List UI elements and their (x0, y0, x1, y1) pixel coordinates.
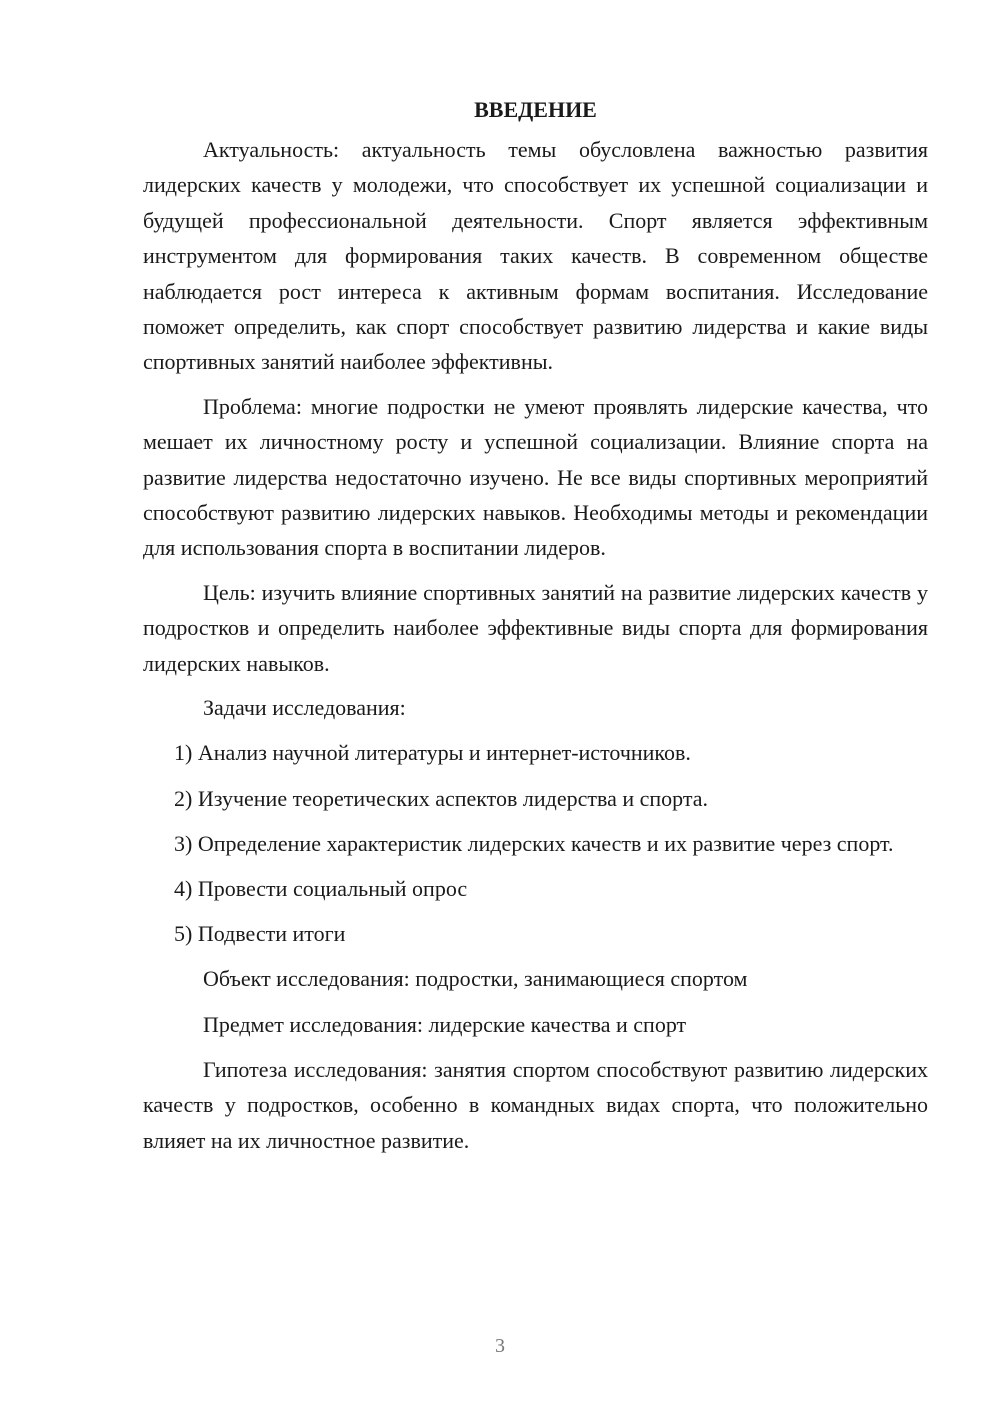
subject-line: Предмет исследования: лидерские качества и спорт (203, 1011, 687, 1037)
task-item: 3) Определение характеристик лидерских качеств и их развитие через спорт. (174, 830, 894, 856)
hypothesis-paragraph: Гипотеза исследования: занятия спортом способствуют развитию лидерских качеств у подростков, особенно в командных видах спорта, что положительно влияет на их личностное развитие. (143, 1056, 928, 1153)
goal-paragraph: Цель: изучить влияние спортивных занятий на развитие лидерских качеств у подростков и определить наиболее эффективные виды спорта для формирования лидерских навыков. (143, 579, 928, 676)
task-item: 2) Изучение теоретических аспектов лидерства и спорта. (174, 785, 709, 811)
problem-paragraph: Проблема: многие подростки не умеют проявлять лидерские качества, что мешает их личностному росту и успешной социализации. Влияние спорта на развитие лидерства недостаточно изучено. Не все виды спортивных мероприятий способствуют развитию лидерских навыков. Необходимы методы и рекомендации для использования спорта в воспитании лидеров. (143, 393, 928, 561)
task-item: 4) Провести социальный опрос (174, 875, 468, 901)
relevance-paragraph: Актуальность: актуальность темы обусловлена важностью развития лидерских качеств у молодежи, что способствует их успешной социализации и будущей профессиональной деятельности. Спорт является эффективным инструментом для формирования таких качеств. В современном обществе наблюдается рост интереса к активным формам воспитания. Исследование поможет определить, как спорт способствует развитию лидерства и какие виды спортивных занятий наиболее эффективны. (143, 137, 928, 375)
task-item: 1) Анализ научной литературы и интернет-источников. (174, 740, 691, 766)
tasks-title: Задачи исследования: (203, 695, 406, 721)
task-item: 5) Подвести итоги (174, 921, 346, 947)
document-page (143, 92, 928, 1167)
object-line: Объект исследования: подростки, занимающиеся спортом (203, 966, 748, 992)
page-number: 3 (495, 1335, 505, 1357)
tasks-list (143, 735, 928, 951)
section-heading: ВВЕДЕНИЕ (474, 97, 597, 122)
